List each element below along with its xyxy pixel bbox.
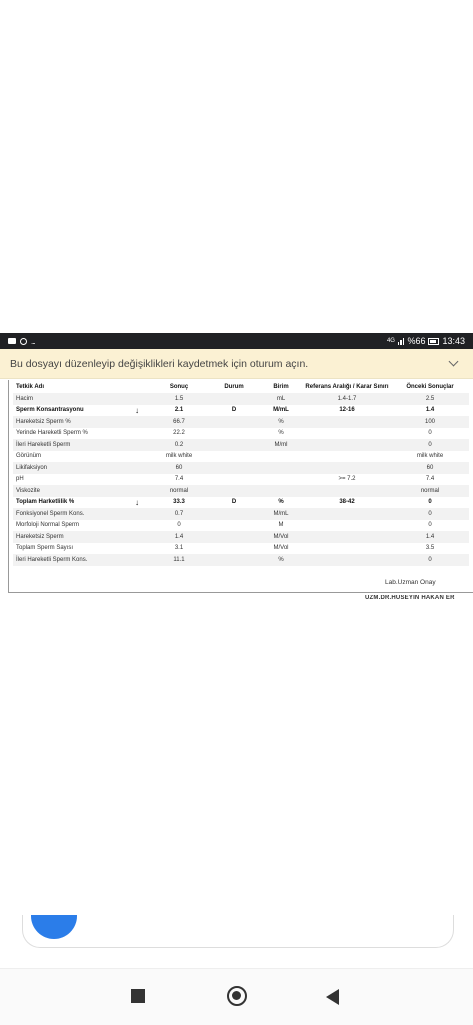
result-value: 22.2 (173, 430, 185, 437)
status-value (209, 416, 259, 428)
navigation-bar (0, 968, 473, 1025)
battery-icon (428, 338, 439, 345)
result-value: 7.4 (174, 476, 184, 483)
table-row (13, 451, 469, 463)
reference-range (303, 508, 391, 520)
table-row (13, 439, 469, 451)
test-name: Fonksiyonel Sperm Kons. (13, 508, 125, 520)
table-row (13, 474, 469, 486)
status-value (209, 462, 259, 474)
previous-result: 7.4 (425, 476, 435, 483)
battery-percent: %66 (407, 336, 426, 346)
sign-in-banner[interactable] (0, 349, 473, 379)
previous-result: 100 (391, 416, 469, 428)
result-value: 0 (177, 522, 181, 529)
reference-range (303, 485, 391, 497)
reference-range: 12-16 (339, 407, 355, 414)
low-arrow-icon (125, 439, 149, 451)
previous-result: normal (391, 485, 469, 497)
result-value: 60 (149, 462, 209, 474)
unit-value: mL (259, 393, 303, 405)
previous-result: milk white (416, 453, 444, 460)
low-arrow-icon (125, 485, 149, 497)
test-name: Toplam Harketlilik % (16, 499, 75, 506)
test-name: Hareketsiz Sperm (13, 531, 125, 543)
low-arrow-icon (125, 508, 149, 520)
network-type: 4G (386, 338, 395, 344)
low-arrow-icon (125, 543, 149, 555)
low-arrow-icon (125, 554, 149, 566)
test-name: Viskozite (13, 485, 125, 497)
result-value: 2.1 (174, 407, 184, 414)
low-arrow-icon (125, 428, 149, 440)
test-name: Hacim (13, 393, 125, 405)
bottom-card (22, 915, 454, 948)
header-durum: Durum (224, 383, 244, 390)
document-page (8, 380, 473, 593)
unit-value (259, 485, 303, 497)
table-row (13, 520, 469, 532)
status-bar (0, 333, 473, 349)
recents-icon[interactable] (131, 989, 145, 1003)
unit-value (259, 474, 303, 486)
previous-result: 0 (428, 430, 432, 437)
low-arrow-icon: ↓ (135, 405, 139, 415)
result-value: milk white (165, 453, 193, 460)
unit-value: M/mL (273, 407, 289, 414)
reference-range (303, 462, 391, 474)
status-value (209, 508, 259, 520)
header-sonuc: Sonuç (169, 383, 189, 390)
header-referans: Referans Aralığı / Karar Sınırı (305, 383, 389, 390)
header-tetkik: Tetkik Adı (16, 383, 45, 390)
unit-value: M (278, 522, 284, 529)
table-row (13, 393, 469, 405)
reference-range: >= 7.2 (338, 476, 356, 483)
status-value: D (231, 499, 237, 506)
table-row (13, 462, 469, 474)
unit-value: M/Vol (259, 531, 303, 543)
approval-label: Lab.Uzman Onay (385, 579, 436, 586)
test-name: Yerinde Hareketli Sperm % (16, 430, 88, 437)
table-row (13, 554, 469, 566)
reference-range (303, 543, 391, 555)
status-value (209, 439, 259, 451)
table-row (13, 405, 469, 417)
message-icon (8, 338, 16, 344)
sync-icon (20, 338, 27, 345)
test-name: Sperm Konsantrasyonu (16, 407, 84, 414)
header-onceki: Önceki Sonuçlar (406, 383, 454, 390)
test-name: Morfoloji Normal Sperm (16, 522, 80, 529)
reference-range (303, 520, 391, 532)
unit-value: M/Vol (273, 545, 289, 552)
previous-result: 0 (391, 439, 469, 451)
previous-result: 1.4 (391, 531, 469, 543)
back-icon[interactable] (326, 989, 339, 1005)
reference-range (303, 531, 391, 543)
table-row (13, 428, 469, 440)
results-table (13, 380, 469, 566)
table-row (13, 543, 469, 555)
signal-icon (398, 338, 405, 345)
low-arrow-icon (125, 416, 149, 428)
status-value: D (231, 407, 237, 414)
low-arrow-icon: ↓ (135, 497, 139, 507)
test-name: Likifaksiyon (13, 462, 125, 474)
previous-result: 2.5 (391, 393, 469, 405)
test-name: pH (16, 476, 24, 483)
test-name: Hareketsiz Sperm % (13, 416, 125, 428)
previous-result: 60 (391, 462, 469, 474)
status-value (209, 531, 259, 543)
low-arrow-icon (125, 451, 149, 463)
previous-result: 3.5 (425, 545, 435, 552)
low-arrow-icon (125, 474, 149, 486)
test-name: Görünüm (16, 453, 42, 460)
more-notifications-icon: ... (31, 336, 35, 346)
reference-range: 1.4-1.7 (303, 393, 391, 405)
table-row (13, 485, 469, 497)
unit-value: M/mL (259, 508, 303, 520)
result-value: 33.3 (173, 499, 185, 506)
status-value (209, 543, 259, 555)
status-value (209, 428, 259, 440)
unit-value: % (278, 499, 284, 506)
home-icon[interactable] (227, 986, 247, 1006)
table-row (13, 531, 469, 543)
banner-text: Bu dosyayı düzenleyip değişiklikleri kaydetmek için oturum açın. (10, 357, 309, 370)
low-arrow-icon (125, 520, 149, 532)
status-value (209, 393, 259, 405)
result-value: 1.5 (149, 393, 209, 405)
clock: 13:43 (442, 336, 465, 346)
result-value: 3.1 (174, 545, 184, 552)
header-spacer (125, 380, 149, 393)
result-value: 0.2 (149, 439, 209, 451)
result-value: normal (149, 485, 209, 497)
table-row (13, 497, 469, 509)
header-birim: Birim (273, 383, 289, 390)
reference-range (303, 439, 391, 451)
chevron-down-icon[interactable] (449, 357, 459, 367)
previous-result: 0 (391, 508, 469, 520)
low-arrow-icon (125, 393, 149, 405)
result-value: 66.7 (149, 416, 209, 428)
low-arrow-icon (125, 462, 149, 474)
table-row (13, 508, 469, 520)
status-value (209, 474, 259, 486)
result-value: 11.1 (149, 554, 209, 566)
unit-value: % (278, 430, 284, 437)
unit-value: % (259, 416, 303, 428)
result-value: 0.7 (149, 508, 209, 520)
doctor-name: UZM.DR.HÜSEYİN HAKAN ER (365, 595, 455, 601)
unit-value: % (259, 554, 303, 566)
test-name: İleri Hareketli Sperm (13, 439, 125, 451)
unit-value: M/ml (259, 439, 303, 451)
previous-result: 0 (428, 499, 432, 506)
test-name: İleri Hareketli Sperm Kons. (13, 554, 125, 566)
test-name: Toplam Sperm Sayısı (16, 545, 74, 552)
status-value (209, 520, 259, 532)
reference-range: 38-42 (339, 499, 355, 506)
table-row (13, 416, 469, 428)
unit-value (259, 462, 303, 474)
status-value (209, 554, 259, 566)
unit-value (259, 451, 303, 463)
table-header (13, 380, 469, 393)
previous-result: 0 (391, 554, 469, 566)
reference-range (303, 428, 391, 440)
status-value (209, 485, 259, 497)
previous-result: 0 (428, 522, 432, 529)
low-arrow-icon (125, 531, 149, 543)
result-value: 1.4 (149, 531, 209, 543)
previous-result: 1.4 (425, 407, 435, 414)
status-value (209, 451, 259, 463)
reference-range (303, 451, 391, 463)
floating-action-button[interactable] (31, 915, 77, 939)
reference-range (303, 554, 391, 566)
reference-range (303, 416, 391, 428)
